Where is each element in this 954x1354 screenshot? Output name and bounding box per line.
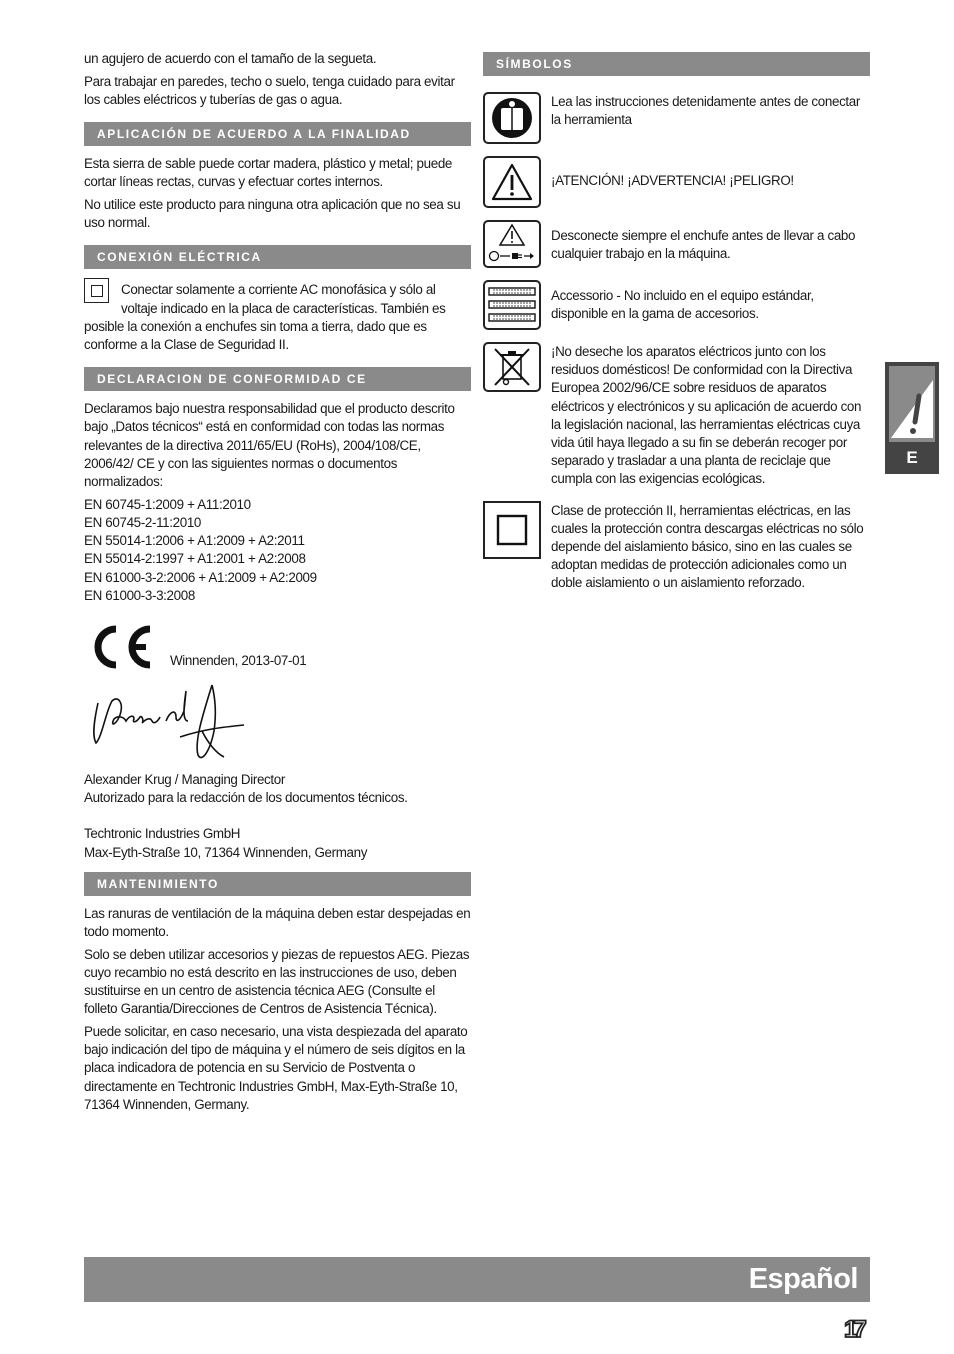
ce-block <box>84 623 471 675</box>
section-header-electrical: CONEXIÓN ELÉCTRICA <box>84 245 471 269</box>
standard-item: EN 55014-1:2006 + A1:2009 + A2:2011 <box>84 533 305 549</box>
read-manual-icon <box>483 92 541 144</box>
symbol-text: Desconecte siempre el enchufe antes de llevar a cabo cualquier trabajo en la máquina. <box>551 228 856 262</box>
maintenance-paragraph-1: Las ranuras de ventilación de la máquina deben estar despejadas en todo momento. <box>84 905 471 939</box>
application-paragraph-1: Esta sierra de sable puede cortar madera, plástico y metal; puede cortar líneas rectas, curvas y efectuar cortes internos. <box>84 156 453 190</box>
electrical-paragraph <box>84 278 471 354</box>
symbol-text: ¡No deseche los aparatos eléctricos junto con los residuos domésticos! De conformidad con la Directiva Europea 2002/96/CE sobre residuos de aparatos eléctricos y electrónicos y su aplicación de acuerdo con la legislación nacional, las herramientas eléctricas cuya vida útil haya llegado a su fin se deberán recoger por separado y trasladar a una planta de reciclaje que cumpla con las exigencias ecológicas. <box>551 344 862 487</box>
conformity-paragraph: Declaramos bajo nuestra responsabilidad que el producto descrito bajo „Datos técnicos“ está en conformidad con todas las normas relevantes de la directiva 2011/65/EU (RoHs), 2004/108/CE, 2006/42/ CE y con las siguientes normas o documentos normalizados: <box>84 401 455 490</box>
symbol-row-weee <box>483 342 870 489</box>
signature-icon <box>84 681 254 771</box>
unplug-icon <box>483 220 541 268</box>
weee-bin-icon <box>483 342 541 392</box>
exclamation-icon <box>889 366 935 442</box>
tab-letter: E <box>906 448 918 467</box>
signature <box>84 681 471 771</box>
section-header-symbols: SÍMBOLOS <box>483 52 870 76</box>
maintenance-paragraph-3: Puede solicitar, en caso necesario, una vista despiezada del aparato bajo indicación del tipo de máquina y el número de seis dígitos en la placa indicadora de potencia en su Servicio de Postventa o directamente en Techtronic Industries GmbH, Max-Eyth-Straße 10, 71364 Winnenden, Germany. <box>84 1024 468 1112</box>
class-ii-icon <box>483 501 541 559</box>
class-ii-small-icon <box>84 278 109 303</box>
electrical-text: Conectar solamente a corriente AC monofásica y sólo al voltaje indicado en la placa de características. También es posible la conexión a enchufes sin toma a tierra, dado que es conforme a la Clase de Seguridad II. <box>84 282 446 353</box>
left-column <box>84 50 471 1119</box>
symbol-text: Clase de protección II, herramientas eléctricas, en las cuales la protección contra descargas eléctricas no sólo depende del aislamiento básico, sino en las cuales se adoptan medidas de protección adicionales como un doble aislamiento o un aislamiento reforzado. <box>551 502 864 591</box>
maintenance-paragraph-2: Solo se deben utilizar accesorios y piezas de repuestos AEG. Piezas cuyo recambio no está descrito en las instrucciones de uso, deben sustituirse en un centro de asistencia técnica AEG (Consulte el folleto Garantia/Direcciones de Centros de Asistencia Técnica). <box>84 946 470 1017</box>
footer-language: Español <box>748 1263 858 1295</box>
intro-paragraph-2: Para trabajar en paredes, techo o suelo, tenga cuidado para evitar los cables eléctricos y tuberías de gas o agua. <box>84 73 455 107</box>
symbol-row-accessory <box>483 280 870 330</box>
symbol-row-unplug <box>483 220 870 268</box>
application-paragraph-2: No utilice este producto para ninguna otra aplicación que no sea su uso normal. <box>84 197 461 231</box>
section-header-maintenance: MANTENIMIENTO <box>84 872 471 896</box>
standard-item: EN 61000-3-3:2008 <box>84 587 195 603</box>
standard-item: EN 60745-2-11:2010 <box>84 514 202 530</box>
symbol-text: Lea las instrucciones detenidamente antes de conectar la herramienta <box>551 94 860 128</box>
intro-paragraph-1: un agujero de acuerdo con el tamaño de la segueta. <box>84 51 377 66</box>
standards-list <box>84 496 471 605</box>
company-name: Techtronic Industries GmbH <box>84 826 241 842</box>
language-tab <box>885 362 939 474</box>
page-number: 17 <box>844 1316 863 1343</box>
standard-item: EN 60745-1:2009 + A11:2010 <box>84 496 251 512</box>
authorized-text: Autorizado para la redacción de los documentos técnicos. <box>84 790 408 806</box>
company-address: Max-Eyth-Straße 10, 71364 Winnenden, Germany <box>84 844 368 860</box>
warning-triangle-icon <box>483 156 541 208</box>
tab-warning-panel <box>889 366 935 442</box>
place-date: Winnenden, 2013-07-01 <box>170 652 307 668</box>
standard-item: EN 55014-2:1997 + A1:2001 + A2:2008 <box>84 551 306 567</box>
symbol-text: Accessorio - No incluido en el equipo estándar, disponible en la gama de accesorios. <box>551 288 814 322</box>
symbol-row-warning <box>483 156 870 208</box>
footer-bar <box>84 1257 870 1302</box>
section-header-application: APLICACIÓN DE ACUERDO A LA FINALIDAD <box>84 122 471 146</box>
signer-name: Alexander Krug / Managing Director <box>84 771 285 787</box>
ce-mark-icon <box>86 623 156 671</box>
standard-item: EN 61000-3-2:2006 + A1:2009 + A2:2009 <box>84 569 317 585</box>
symbol-text: ¡ATENCIÓN! ¡ADVERTENCIA! ¡PELIGRO! <box>551 173 794 188</box>
symbol-row-class-ii <box>483 501 870 593</box>
accessory-blades-icon <box>483 280 541 330</box>
right-column <box>483 52 870 605</box>
section-header-conformity: DECLARACION DE CONFORMIDAD CE <box>84 367 471 391</box>
symbol-row-manual <box>483 92 870 144</box>
